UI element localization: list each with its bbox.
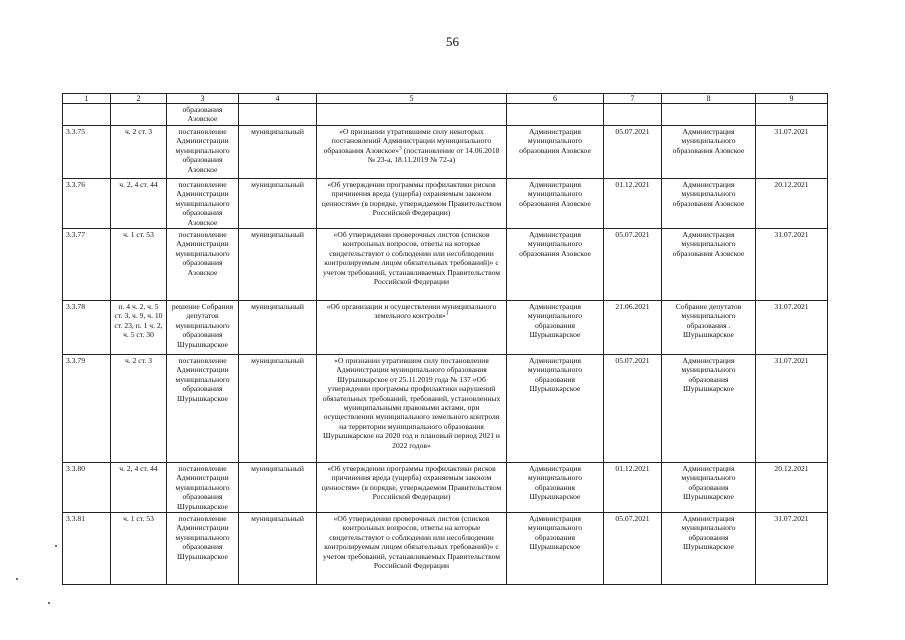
preparation-date: 05.07.2021 — [604, 513, 662, 585]
row-number: 3.3.77 — [63, 229, 111, 301]
legal-basis: ч. 2, 4 ст. 44 — [111, 463, 167, 513]
carry-over-text: образования Азовское — [167, 104, 239, 126]
act-title: «Об утверждении проверочных листов (списков контрольных вопросов, ответы на которые свидетельствуют о соблюдении или несоблюдении контролируемым лицом обязательных требований)» с учетом требований, устанавливаемых Правительством Российской Федерации — [322, 514, 501, 571]
scan-speck — [55, 545, 57, 547]
row-number: 3.3.75 — [63, 126, 111, 179]
act-type: постановление Администрации муниципального образования Шурышкарское — [167, 463, 239, 513]
table-row — [63, 463, 828, 513]
col-header: 1 — [63, 94, 111, 104]
footnote-mark: 1 — [445, 310, 449, 317]
table-row — [63, 126, 828, 179]
act-title: «О признании утратившими силу некоторых постановлений Администрации муниципального образования Азовское» — [323, 127, 492, 155]
adoption-date: 20.12.2021 — [756, 179, 828, 229]
adoption-date: 31.07.2021 — [756, 301, 828, 355]
act-title: «Об организации и осуществлении муниципального земельного контроля» — [326, 302, 497, 321]
legal-basis: п. 4 ч. 2, ч. 5 ст. 3, ч. 9, ч. 10 ст. 23, п. 1 ч. 2, ч. 5 ст. 30 — [111, 301, 167, 355]
act-title: «О признании утратившим силу постановления Администрации муниципального образования Шурышкарское от 25.11.2019 года № 137 «Об утверждении программы профилактики нарушений обязательных требований, требований, установленных муниципальными правовыми актами, при осуществлении муниципального земельного контроля на территории муниципального образования Шурышкарское на 2020 год и плановый период 2021 и 2022 годов» — [322, 356, 501, 450]
approving-body: Собрание депутатов муниципального образования . Шурышкарское — [662, 301, 756, 355]
responsible-body: Администрация муниципального образования Азовское — [507, 179, 604, 229]
adoption-date: 20.12.2021 — [756, 463, 828, 513]
adoption-date: 31.07.2021 — [756, 355, 828, 463]
act-title-cell — [317, 126, 507, 179]
approving-body: Администрация муниципального образования Шурышкарское — [662, 513, 756, 585]
act-title-cell — [317, 463, 507, 513]
act-level: муниципальный — [239, 301, 317, 355]
responsible-body: Администрация муниципального образования Шурышкарское — [507, 355, 604, 463]
preparation-date: 01.12.2021 — [604, 179, 662, 229]
legal-basis: ч. 1 ст. 53 — [111, 513, 167, 585]
preparation-date: 05.07.2021 — [604, 355, 662, 463]
legal-basis: ч. 2 ст. 3 — [111, 126, 167, 179]
adoption-date: 31.07.2021 — [756, 126, 828, 179]
scan-speck — [16, 578, 18, 580]
act-title-cell — [317, 355, 507, 463]
registry-table — [62, 93, 828, 585]
row-number: 3.3.76 — [63, 179, 111, 229]
legal-basis: ч. 2 ст. 3 — [111, 355, 167, 463]
responsible-body: Администрация муниципального образования Шурышкарское — [507, 513, 604, 585]
act-type: решение Собрания депутатов муниципального образования Шурышкарское — [167, 301, 239, 355]
act-details: (постановление от 14.06.2018 № 23-а, 18.11.2019 № 72-а) — [367, 145, 500, 165]
row-number: 3.3.79 — [63, 355, 111, 463]
act-level: муниципальный — [239, 355, 317, 463]
act-level: муниципальный — [239, 229, 317, 301]
act-type: постановление Администрации муниципального образования Азовское — [167, 229, 239, 301]
col-header: 5 — [317, 94, 507, 104]
legal-basis: ч. 2, 4 ст. 44 — [111, 179, 167, 229]
col-header: 4 — [239, 94, 317, 104]
row-number: 3.3.80 — [63, 463, 111, 513]
row-number: 3.3.81 — [63, 513, 111, 585]
table-row — [63, 301, 828, 355]
act-level: муниципальный — [239, 463, 317, 513]
footnote-mark: 3 — [399, 145, 402, 152]
scan-speck — [48, 602, 50, 604]
act-title: «Об утверждении программы профилактики рисков причинения вреда (ущерба) охраняемым законом ценностям» (в порядке, утверждаемом Правительством Российской Федерации) — [321, 464, 502, 502]
table-row — [63, 513, 828, 585]
col-header: 3 — [167, 94, 239, 104]
table-row — [63, 179, 828, 229]
preparation-date: 05.07.2021 — [604, 126, 662, 179]
approving-body: Администрация муниципального образования Шурышкарское — [662, 463, 756, 513]
act-title-cell — [317, 179, 507, 229]
responsible-body: Администрация муниципального образования Азовское — [507, 126, 604, 179]
col-header: 6 — [507, 94, 604, 104]
approving-body: Администрация муниципального образования Азовское — [662, 179, 756, 229]
col-header: 2 — [111, 94, 167, 104]
act-title: «Об утверждении проверочных листов (списков контрольных вопросов, ответы на которые свидетельствуют о соблюдении или несоблюдении контролируемым лицом обязательных требований)» с учетом требований, устанавливаемых Правительством Российской Федерации — [322, 230, 501, 287]
table-row — [63, 229, 828, 301]
responsible-body: Администрация муниципального образования Шурышкарское — [507, 301, 604, 355]
page-number: 56 — [446, 34, 459, 49]
responsible-body: Администрация муниципального образования Азовское — [507, 229, 604, 301]
act-level: муниципальный — [239, 126, 317, 179]
preparation-date: 21.06.2021 — [604, 301, 662, 355]
col-header: 7 — [604, 94, 662, 104]
col-header: 8 — [662, 94, 756, 104]
row-number: 3.3.78 — [63, 301, 111, 355]
approving-body: Администрация муниципального образования Азовское — [662, 229, 756, 301]
act-title-cell — [317, 513, 507, 585]
col-header: 9 — [756, 94, 828, 104]
act-type: постановление Администрации муниципального образования Шурышкарское — [167, 355, 239, 463]
act-type: постановление Администрации муниципального образования Азовское — [167, 179, 239, 229]
act-level: муниципальный — [239, 179, 317, 229]
act-level: муниципальный — [239, 513, 317, 585]
approving-body: Администрация муниципального образования Азовское — [662, 126, 756, 179]
preparation-date: 01.12.2021 — [604, 463, 662, 513]
act-title-cell — [317, 301, 507, 355]
act-title-cell — [317, 229, 507, 301]
adoption-date: 31.07.2021 — [756, 229, 828, 301]
table-row — [63, 355, 828, 463]
act-type: постановление Администрации муниципального образования Азовское — [167, 126, 239, 179]
preparation-date: 05.07.2021 — [604, 229, 662, 301]
act-title: «Об утверждении программы профилактики рисков причинения вреда (ущерба) охраняемым законом ценностям» (в порядке, утверждаемом Правительством Российской Федерации) — [321, 180, 502, 218]
adoption-date: 31.07.2021 — [756, 513, 828, 585]
approving-body: Администрация муниципального образования Шурышкарское — [662, 355, 756, 463]
carry-over-row — [63, 104, 828, 126]
responsible-body: Администрация муниципального образования Шурышкарское — [507, 463, 604, 513]
legal-basis: ч. 1 ст. 53 — [111, 229, 167, 301]
header-row — [63, 94, 828, 104]
act-type: постановление Администрации муниципального образования Шурышкарское — [167, 513, 239, 585]
